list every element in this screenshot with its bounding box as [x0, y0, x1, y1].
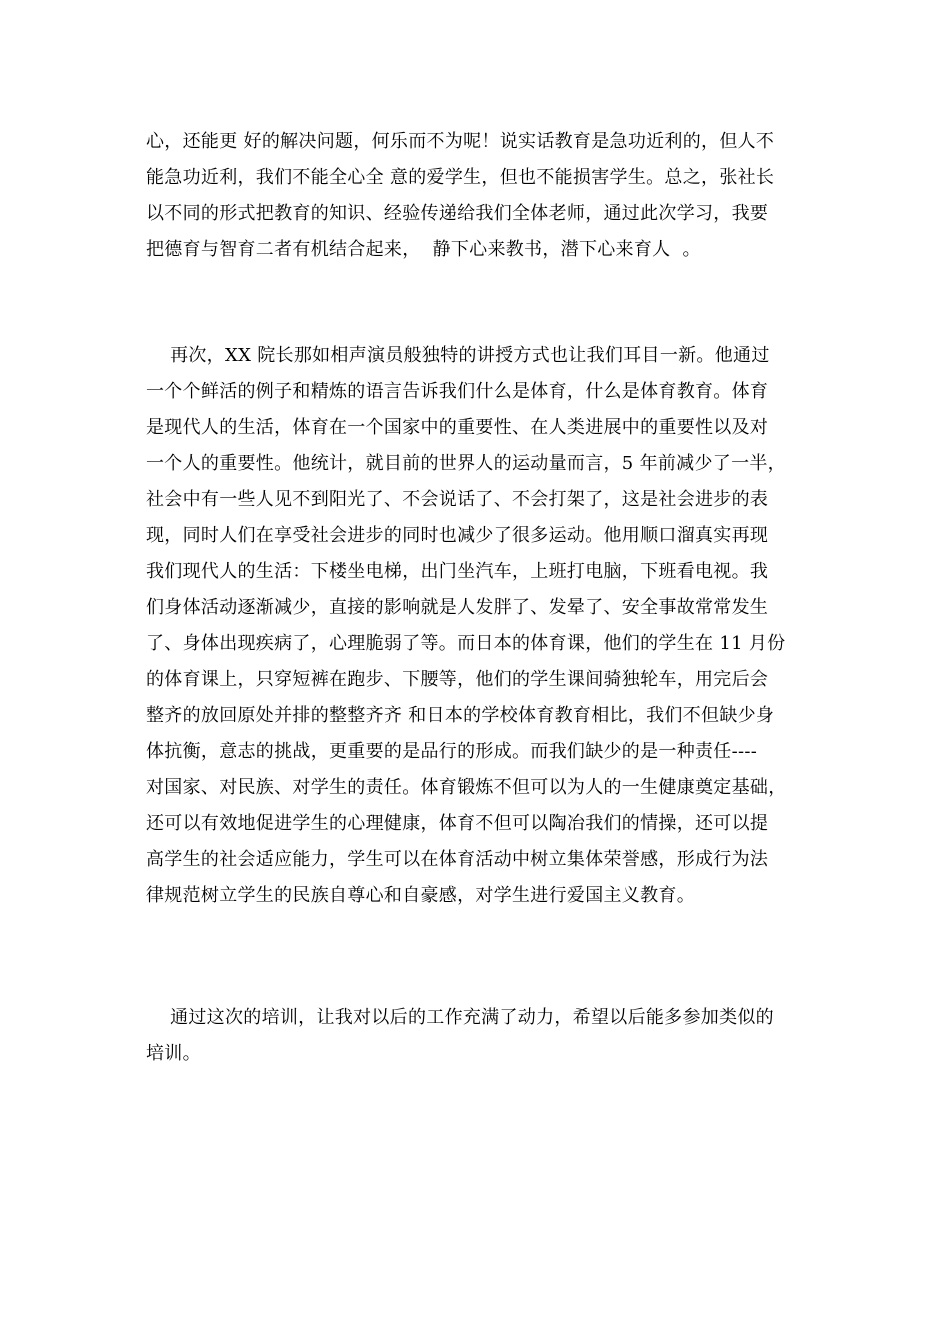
- text-line: 体抗衡，意志的挑战，更重要的是品行的形成。而我们缺少的是一种责任----: [146, 741, 758, 762]
- text-line: 心，还能更 好的解决问题，何乐而不为呢！说实话教育是急功近利的，但人不: [146, 131, 775, 152]
- text-line: 社会中有一些人见不到阳光了、不会说话了、不会打架了，这是社会进步的表: [146, 489, 769, 510]
- paragraph-1: [146, 124, 826, 268]
- text-line: 能急功近利，我们不能全心全 意的爱学生，但也不能损害学生。总之，张社长: [146, 167, 775, 188]
- text-line: 一个个鲜活的例子和精炼的语言告诉我们什么是体育，什么是体育教育。体育: [146, 381, 769, 402]
- text-line: 把德育与智育二者有机结合起来， 静下心来教书，潜下心来育人 。: [146, 239, 701, 260]
- paragraph-3: [146, 1000, 826, 1072]
- text-line: 通过这次的培训，让我对以后的工作充满了动力，希望以后能多参加类似的: [146, 1007, 774, 1028]
- text-line: 们身体活动逐渐减少，直接的影响就是人发胖了、发晕了、安全事故常常发生: [146, 597, 769, 618]
- text-line: 再次，XX 院长那如相声演员般独特的讲授方式也让我们耳目一新。他通过: [146, 345, 770, 366]
- text-line: 一个人的重要性。他统计，就目前的世界人的运动量而言，5 年前减少了一半，: [146, 453, 786, 474]
- paragraph-2: [146, 338, 826, 914]
- text-line: 是现代人的生活，体育在一个国家中的重要性、在人类进展中的重要性以及对: [146, 417, 769, 438]
- text-line: 了、身体出现疾病了，心理脆弱了等。而日本的体育课，他们的学生在 11 月份: [146, 633, 786, 654]
- text-line: 对国家、对民族、对学生的责任。体育锻炼不但可以为人的一生健康奠定基础，: [146, 777, 787, 798]
- text-line: 以不同的形式把教育的知识、经验传递给我们全体老师，通过此次学习，我要: [146, 203, 769, 224]
- text-line: 还可以有效地促进学生的心理健康，体育不但可以陶冶我们的情操，还可以提: [146, 813, 769, 834]
- text-line: 的体育课上，只穿短裤在跑步、下腰等，他们的学生课间骑独轮车，用完后会: [146, 669, 769, 690]
- text-line: 高学生的社会适应能力，学生可以在体育活动中树立集体荣誉感，形成行为法: [146, 849, 769, 870]
- text-line: 律规范树立学生的民族自尊心和自豪感，对学生进行爱国主义教育。: [146, 885, 695, 906]
- text-line: 现，同时人们在享受社会进步的同时也减少了很多运动。他用顺口溜真实再现: [146, 525, 769, 546]
- text-line: 培训。: [146, 1043, 201, 1064]
- text-line: 整齐的放回原处并排的整整齐齐 和日本的学校体育教育相比，我们不但缺少身: [146, 705, 775, 726]
- text-line: 我们现代人的生活：下楼坐电梯，出门坐汽车，上班打电脑，下班看电视。我: [146, 561, 769, 582]
